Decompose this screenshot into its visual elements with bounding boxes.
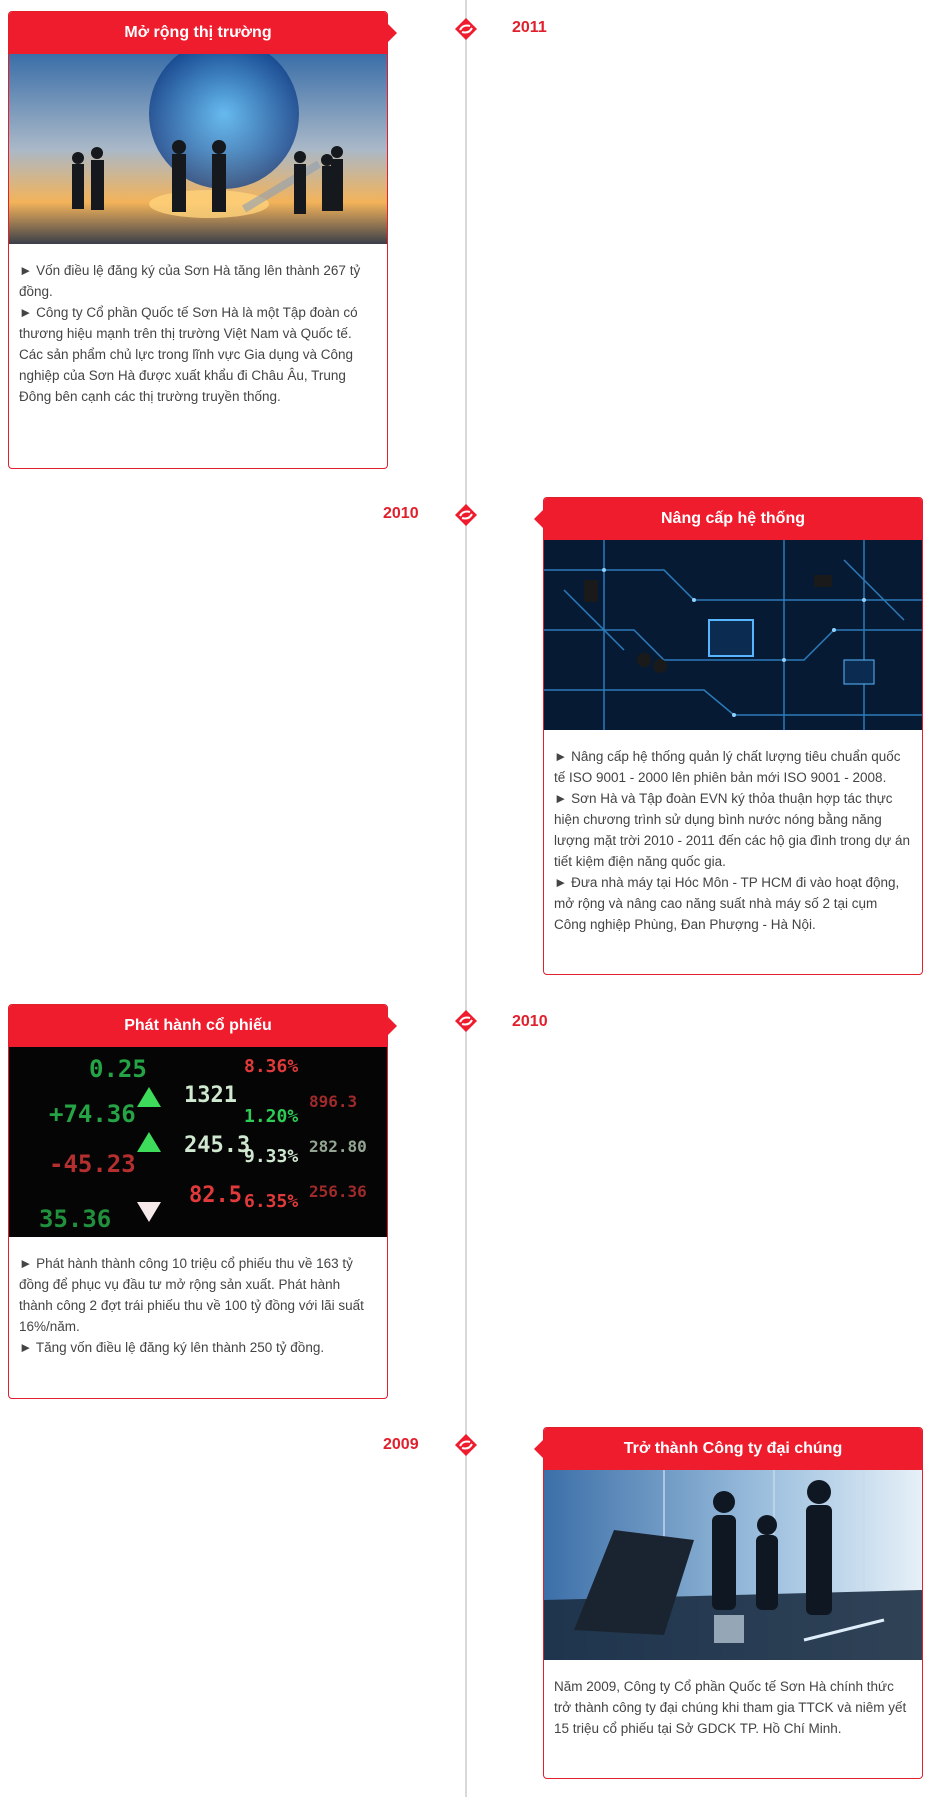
svg-text:8.36%: 8.36% — [244, 1056, 299, 1077]
svg-text:245.3: 245.3 — [184, 1133, 251, 1158]
card-title: Phát hành cổ phiếu — [9, 1005, 387, 1047]
business-handshake-image — [9, 54, 387, 244]
card-description — [9, 244, 387, 417]
timeline-year: 2011 — [512, 19, 547, 36]
card-title: Trở thành Công ty đại chúng — [544, 1428, 922, 1470]
svg-text:0.25: 0.25 — [89, 1055, 147, 1083]
card-description — [544, 1660, 922, 1749]
timeline-marker-icon — [454, 1009, 478, 1033]
svg-text:35.36: 35.36 — [39, 1205, 112, 1233]
timeline-card — [543, 497, 923, 975]
card-paragraph: ► Vốn điều lệ đăng ký của Sơn Hà tăng lên thành 267 tỷ đồng. — [19, 263, 361, 299]
timeline-year: 2010 — [512, 1013, 548, 1030]
office-meeting-image — [544, 1470, 922, 1660]
timeline-marker-icon — [454, 503, 478, 527]
circuit-board-image — [544, 540, 922, 730]
stock-ticker-image — [9, 1047, 387, 1237]
svg-text:-45.23: -45.23 — [49, 1150, 136, 1178]
card-title: Nâng cấp hệ thống — [544, 498, 922, 540]
card-title: Mở rộng thị trường — [9, 12, 387, 54]
timeline-year: 2010 — [383, 505, 419, 522]
timeline-card — [8, 1004, 388, 1399]
timeline-axis — [465, 0, 467, 1797]
timeline-marker-icon — [454, 1433, 478, 1457]
svg-text:1.20%: 1.20% — [244, 1106, 299, 1127]
timeline-marker-icon — [454, 17, 478, 41]
timeline-card — [8, 11, 388, 469]
svg-text:9.33%: 9.33% — [244, 1146, 299, 1167]
timeline-card — [543, 1427, 923, 1779]
card-description — [544, 730, 922, 945]
card-paragraph: ► Đưa nhà máy tại Hóc Môn - TP HCM đi vào hoạt động, mở rộng và nâng cao năng suất nhà máy số 2 tại cụm Công nghiệp Phùng, Đan Phượng - Hà Nội. — [554, 875, 900, 932]
card-description — [9, 1237, 387, 1368]
card-paragraph: ► Nâng cấp hệ thống quản lý chất lượng tiêu chuẩn quốc tế ISO 9001 - 2000 lên phiên bản mới ISO 9001 - 2008. — [554, 749, 901, 785]
timeline-year: 2009 — [383, 1436, 419, 1453]
svg-text:82.5: 82.5 — [189, 1183, 242, 1208]
svg-text:6.35%: 6.35% — [244, 1191, 299, 1212]
card-paragraph: Năm 2009, Công ty Cổ phần Quốc tế Sơn Hà chính thức trở thành công ty đại chúng khi tham gia TTCK và niêm yết 15 triệu cổ phiếu tại Sở GDCK TP. Hồ Chí Minh. — [554, 1679, 907, 1736]
svg-text:+74.36: +74.36 — [49, 1100, 136, 1128]
card-paragraph: ► Công ty Cổ phần Quốc tế Sơn Hà là một Tập đoàn có thương hiệu mạnh trên thị trường Việt Nam và Quốc tế. Các sản phẩm chủ lực trong lĩnh vực Gia dụng và Công nghiệp của Sơn Hà được xuất khẩu đi Châu Âu, Trung Đông bên cạnh các thị trường truyền thống. — [19, 305, 358, 404]
svg-text:282.80: 282.80 — [309, 1137, 367, 1156]
svg-text:896.3: 896.3 — [309, 1092, 358, 1111]
card-paragraph: ► Sơn Hà và Tập đoàn EVN ký thỏa thuận hợp tác thực hiện chương trình sử dụng bình nước nóng bằng năng lượng mặt trời 2010 - 2011 đến các hộ gia đình trong dự án tiết kiệm điện năng quốc gia. — [554, 791, 910, 869]
svg-text:256.36: 256.36 — [309, 1182, 367, 1201]
svg-text:1321: 1321 — [184, 1083, 237, 1108]
card-paragraph: ► Tăng vốn điều lệ đăng ký lên thành 250 tỷ đồng. — [19, 1340, 325, 1355]
card-paragraph: ► Phát hành thành công 10 triệu cổ phiếu thu về 163 tỷ đồng để phục vụ đầu tư mở rộng sản xuất. Phát hành thành công 2 đợt trái phiếu thu về 100 tỷ đồng với lãi suất 16%/năm. — [19, 1256, 364, 1334]
